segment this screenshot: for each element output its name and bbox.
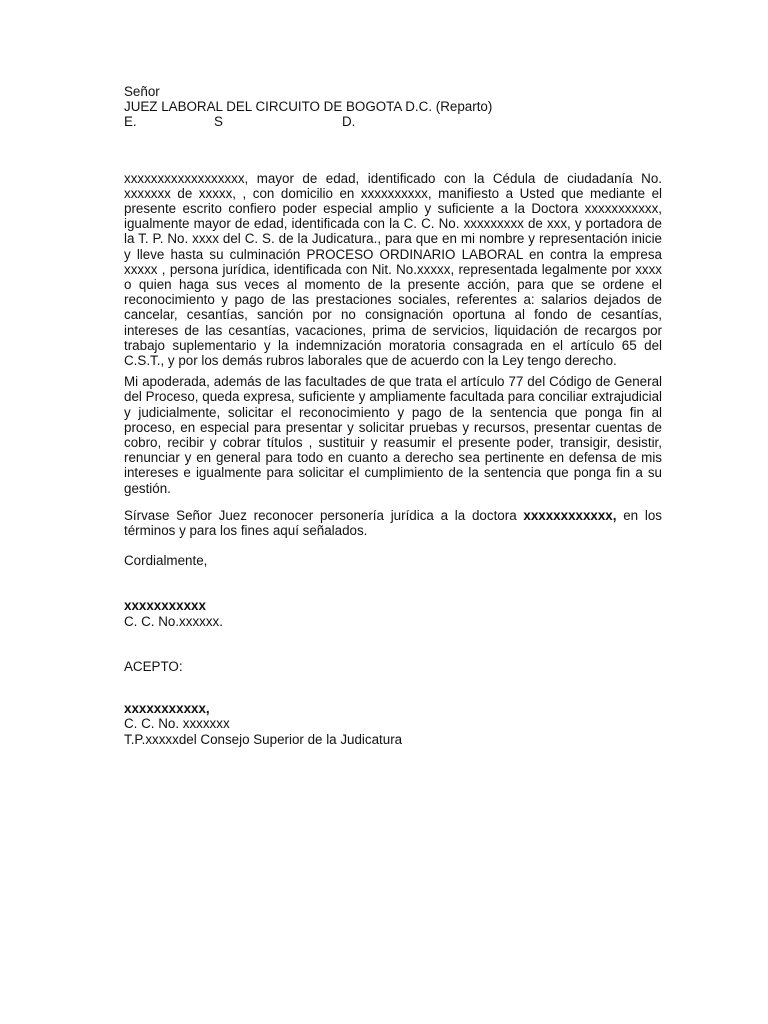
esd-s: S xyxy=(214,114,223,130)
addressee: JUEZ LABORAL DEL CIRCUITO DE BOGOTA D.C. (Reparto) xyxy=(124,99,493,115)
attorney-name: xxxxxxxxxxx, xyxy=(124,701,210,717)
salutation: Señor xyxy=(124,84,160,99)
attorney-tp: T.P.xxxxxdel Consejo Superior de la Judicatura xyxy=(124,731,403,747)
acepto-label: ACEPTO: xyxy=(124,658,183,674)
closing-cordialmente: Cordialmente, xyxy=(124,553,208,569)
paragraph3-pre: Sírvase Señor Juez reconocer personería jurídica a la doctora xyxy=(124,507,524,523)
power-of-attorney-letter xyxy=(124,84,662,747)
esd-line xyxy=(124,114,662,129)
grantor-cc: C. C. No.xxxxxx. xyxy=(124,613,223,629)
proceso-ordinario-laboral: PROCESO ORDINARIO LABORAL xyxy=(306,246,523,262)
grantor-signature-block xyxy=(124,598,662,628)
grantor-name: xxxxxxxxxxx xyxy=(124,598,206,614)
esd-d: D. xyxy=(342,114,356,130)
attorney-name-bold: xxxxxxxxxxxx, xyxy=(523,507,617,523)
paragraph-request xyxy=(124,508,662,538)
attorney-cc: C. C. No. xxxxxxx xyxy=(124,716,230,732)
paragraph-faculties: Mi apoderada, además de las facultades de que trata el artículo 77 del Código de General del Proceso, queda expresa, suficiente y ampliamente facultada para conciliar extrajudicial y judicialmente, solicitar el reconocimiento y pago de la sentencia que ponga fin al proceso, en especial para presentar y solicitar pruebas y recursos, presentar cuentas de cobro, recibir y cobrar títulos , sustituir y reasumir el presente poder, transigir, desistir, renunciar y en general para todo en cuanto a derecho sea pertinente en defensa de mis intereses e igualmente para solicitar el cumplimiento de la sentencia que ponga fin a su gestión. xyxy=(124,374,662,496)
paragraph-grant-of-power xyxy=(124,171,662,369)
attorney-signature-block xyxy=(124,701,662,747)
paragraph3-post: en los términos y para los fines aquí señalados. xyxy=(124,507,662,539)
esd-e: E. xyxy=(124,114,137,130)
paragraph1-continuation: en contra la empresa xxxxx , persona jurídica, identificada con Nit. No.xxxxx, representada legalmente por xxxx o quien haga sus veces al momento de la presente acción, para que se ordene el reconocimiento y pago de las prestaciones sociales, referentes a: salarios dejados de cancelar, cesantías, sanción por no consignación oportuna al fondo de cesantías, intereses de las cesantías, vacaciones, prima de servicios, liquidación de recargos por trabajo suplementario y la indemnización moratoria consagrada en el artículo 65 del C.S.T., y por los demás rubros laborales que de acuerdo con la Ley tengo derecho. xyxy=(124,246,662,369)
paragraph1-text: xxxxxxxxxxxxxxxxxx, mayor de edad, identificado con la Cédula de ciudadanía No. xxxxxxx de xxxxx, , con domicilio en xxxxxxxxxx, manifiesto a Usted que mediante el presente escrito confiero poder especial amplio y suficiente a la Doctora xxxxxxxxxxx, igualmente mayor de edad, identificada con la C. C. No. xxxxxxxxx de xxx, y portadora de la T. P. No. xxxx del C. S. de la Judicatura., para que en mi nombre y representación inicie y lleve hasta su culminación xyxy=(124,170,662,262)
